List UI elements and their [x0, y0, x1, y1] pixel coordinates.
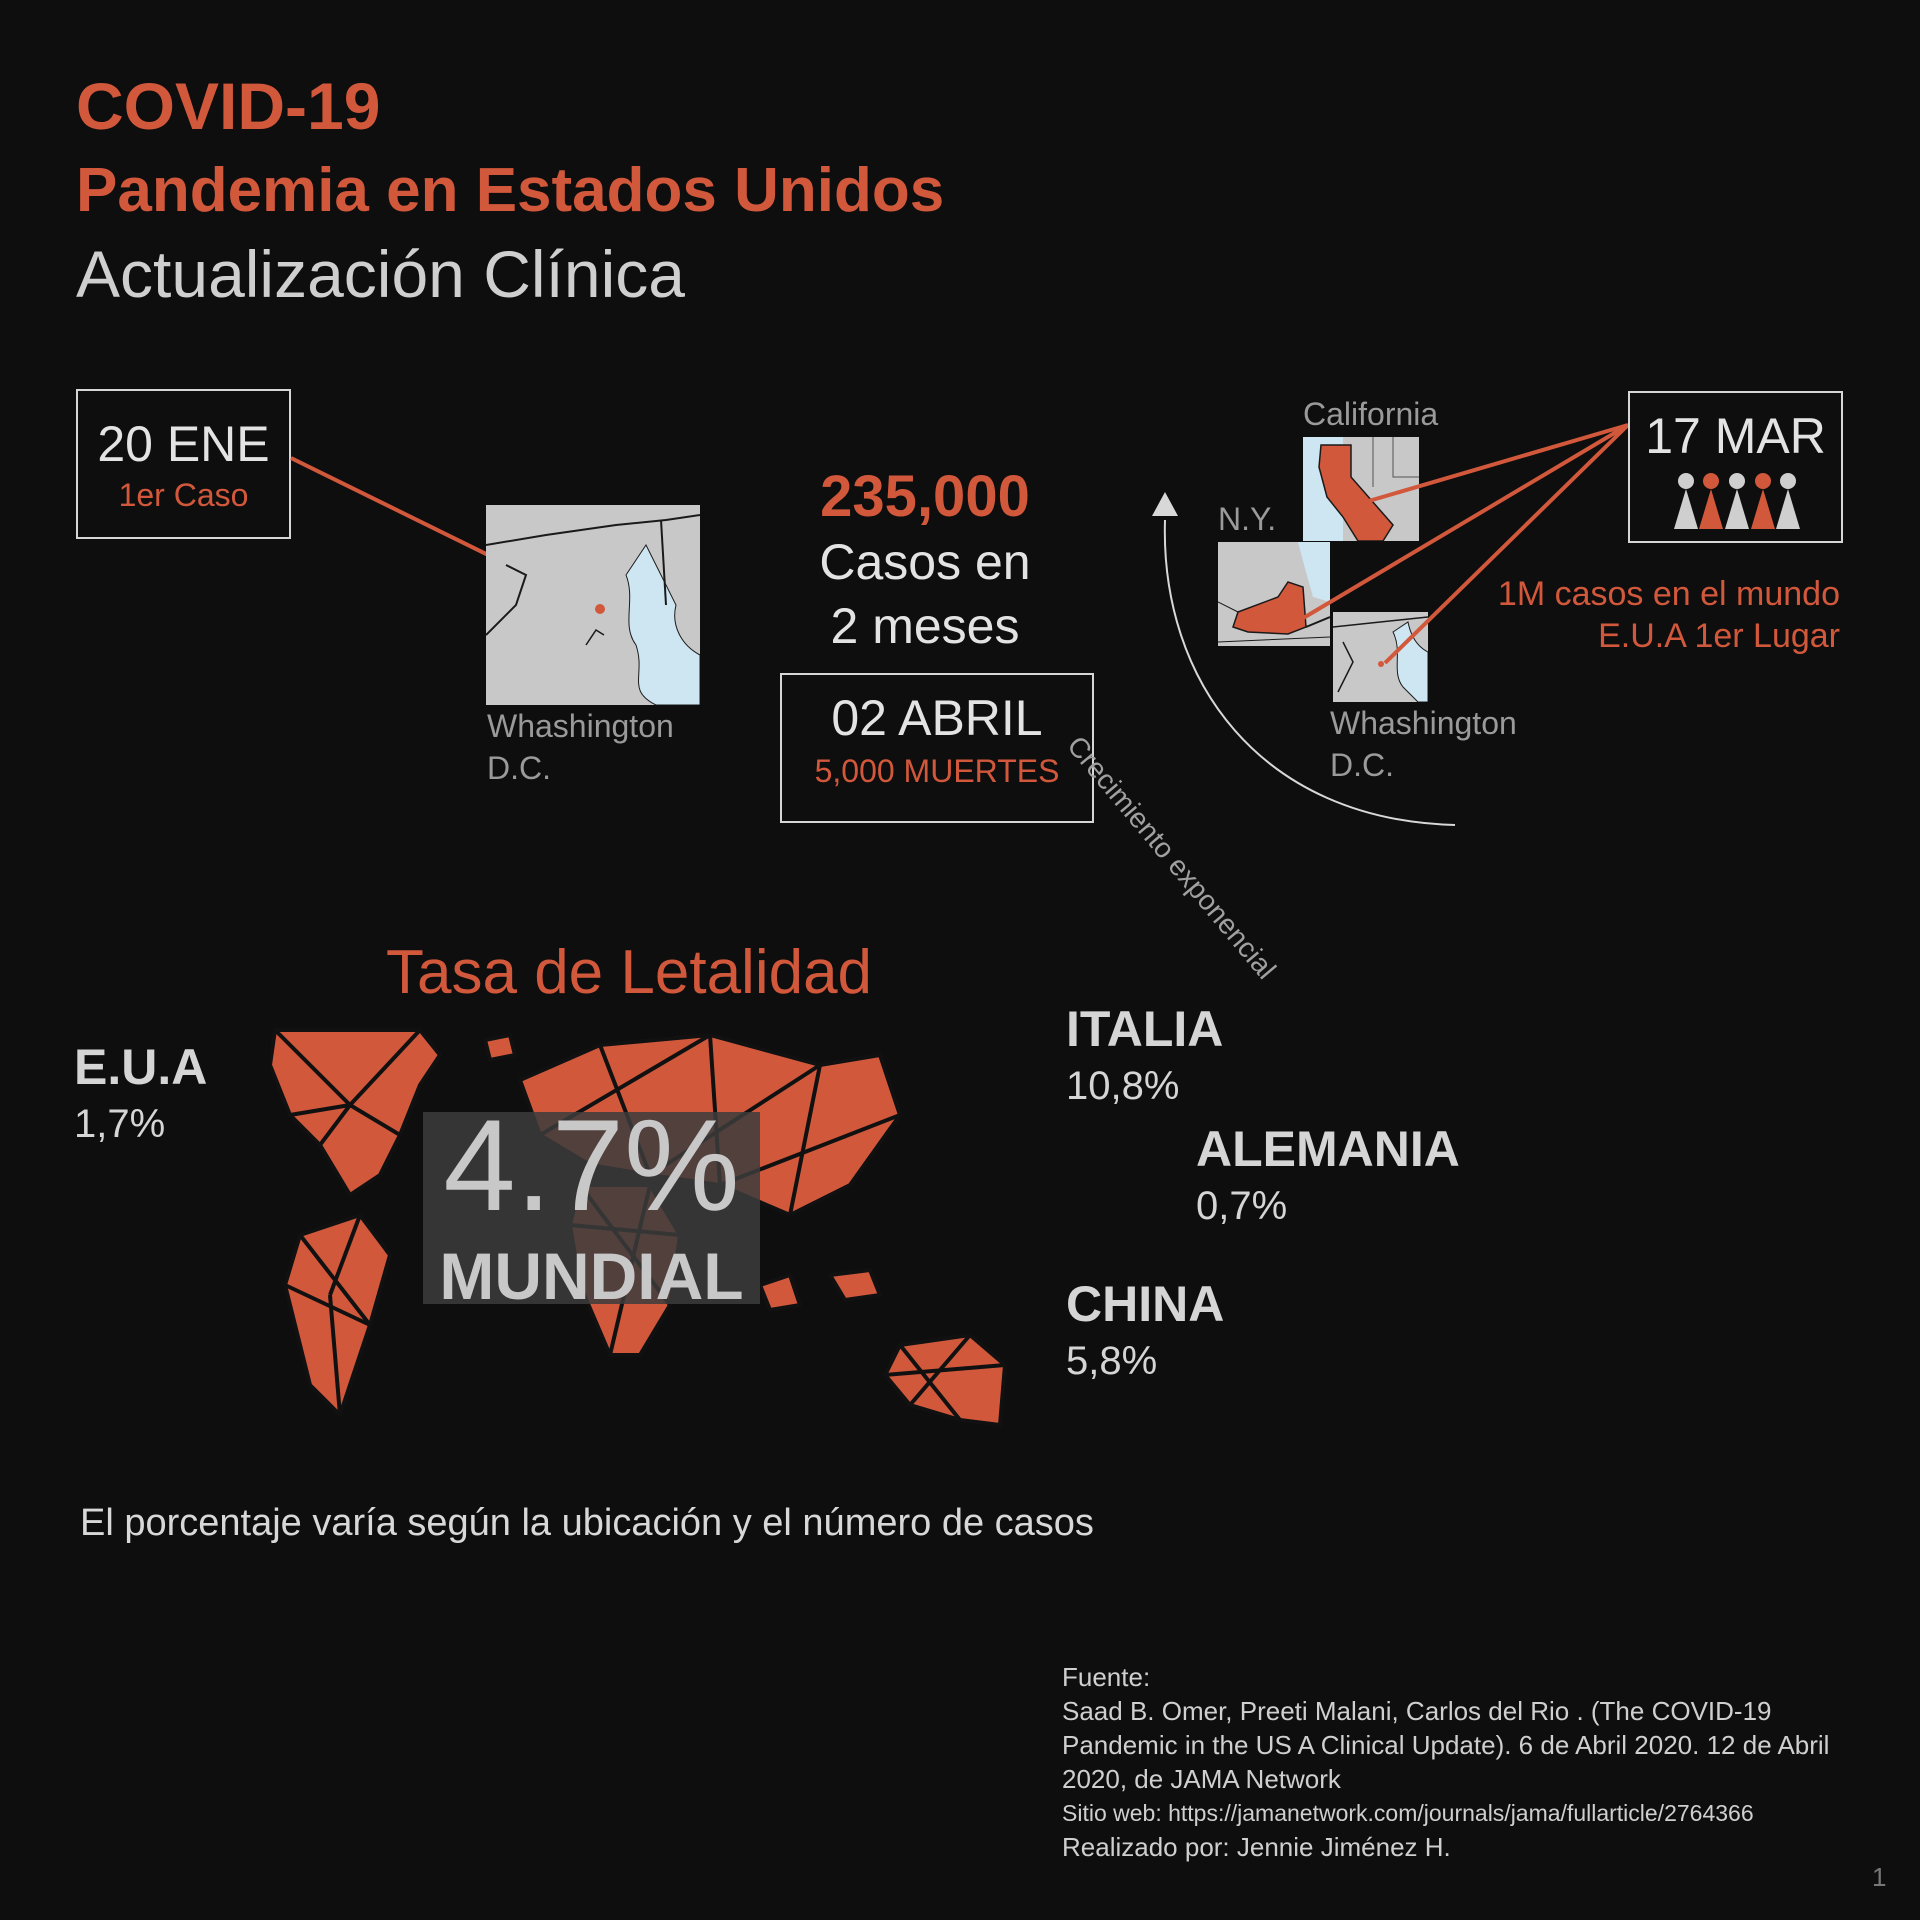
- cases-number: 235,000: [820, 464, 1030, 529]
- page-subtitle: Pandemia en Estados Unidos: [76, 156, 945, 225]
- first-case-date: 20 ENE: [97, 416, 270, 472]
- california-label: California: [1303, 396, 1439, 432]
- country-germany-name: ALEMANIA: [1196, 1121, 1460, 1177]
- source-line-1: Saad B. Omer, Preeti Malani, Carlos del Rio . (The COVID-19: [1062, 1696, 1772, 1726]
- dc-small-label-2: D.C.: [1330, 747, 1394, 783]
- deaths-label: 5,000 MUERTES: [814, 753, 1060, 789]
- dc-map-label-2: D.C.: [487, 750, 551, 786]
- country-usa-value: 1,7%: [74, 1102, 166, 1146]
- deaths-date: 02 ABRIL: [831, 690, 1043, 746]
- global-rate-value: 4.7%: [443, 1092, 740, 1238]
- first-case-label: 1er Caso: [118, 477, 249, 513]
- page-title: COVID-19: [76, 69, 381, 143]
- source-line-4: Sitio web: https://jamanetwork.com/journals/jama/fullarticle/2764366: [1062, 1800, 1754, 1826]
- source-heading: Fuente:: [1062, 1662, 1151, 1692]
- country-italy-value: 10,8%: [1066, 1064, 1180, 1108]
- source-line-3: 2020, de JAMA Network: [1062, 1764, 1341, 1794]
- country-china-value: 5,8%: [1066, 1339, 1158, 1383]
- world-cases-1: 1M casos en el mundo: [1497, 575, 1840, 613]
- global-rate-label: MUNDIAL: [439, 1239, 744, 1313]
- dc-map-label-1: Whashington: [487, 708, 674, 744]
- lethality-note: El porcentaje varía según la ubicación y el número de casos: [80, 1502, 1094, 1544]
- people-icon: [1671, 469, 1801, 531]
- ny-label: N.Y.: [1218, 501, 1277, 537]
- country-usa-name: E.U.A: [74, 1039, 208, 1095]
- section-title: Actualización Clínica: [76, 237, 685, 311]
- page-number: 1: [1872, 1862, 1887, 1892]
- dc-small-label-1: Whashington: [1330, 705, 1517, 741]
- source-line-5: Realizado por: Jennie Jiménez H.: [1062, 1832, 1451, 1862]
- world-cases-2: E.U.A 1er Lugar: [1598, 617, 1840, 655]
- cases-text-2: 2 meses: [830, 598, 1020, 654]
- source-block: [1062, 1660, 1902, 1864]
- source-line-2: Pandemic in the US A Clinical Update). 6 de Abril 2020. 12 de Abril: [1062, 1730, 1830, 1760]
- growth-label: Crecimiento exponencial: [1061, 730, 1283, 985]
- mar-box: [1628, 391, 1843, 543]
- mar-date: 17 MAR: [1645, 408, 1826, 464]
- lethality-title: Tasa de Letalidad: [386, 938, 873, 1007]
- country-china-name: CHINA: [1066, 1276, 1225, 1332]
- country-germany-value: 0,7%: [1196, 1184, 1288, 1228]
- world-cases: [1440, 573, 1840, 657]
- country-italy-name: ITALIA: [1066, 1001, 1224, 1057]
- cases-text-1: Casos en: [819, 534, 1031, 590]
